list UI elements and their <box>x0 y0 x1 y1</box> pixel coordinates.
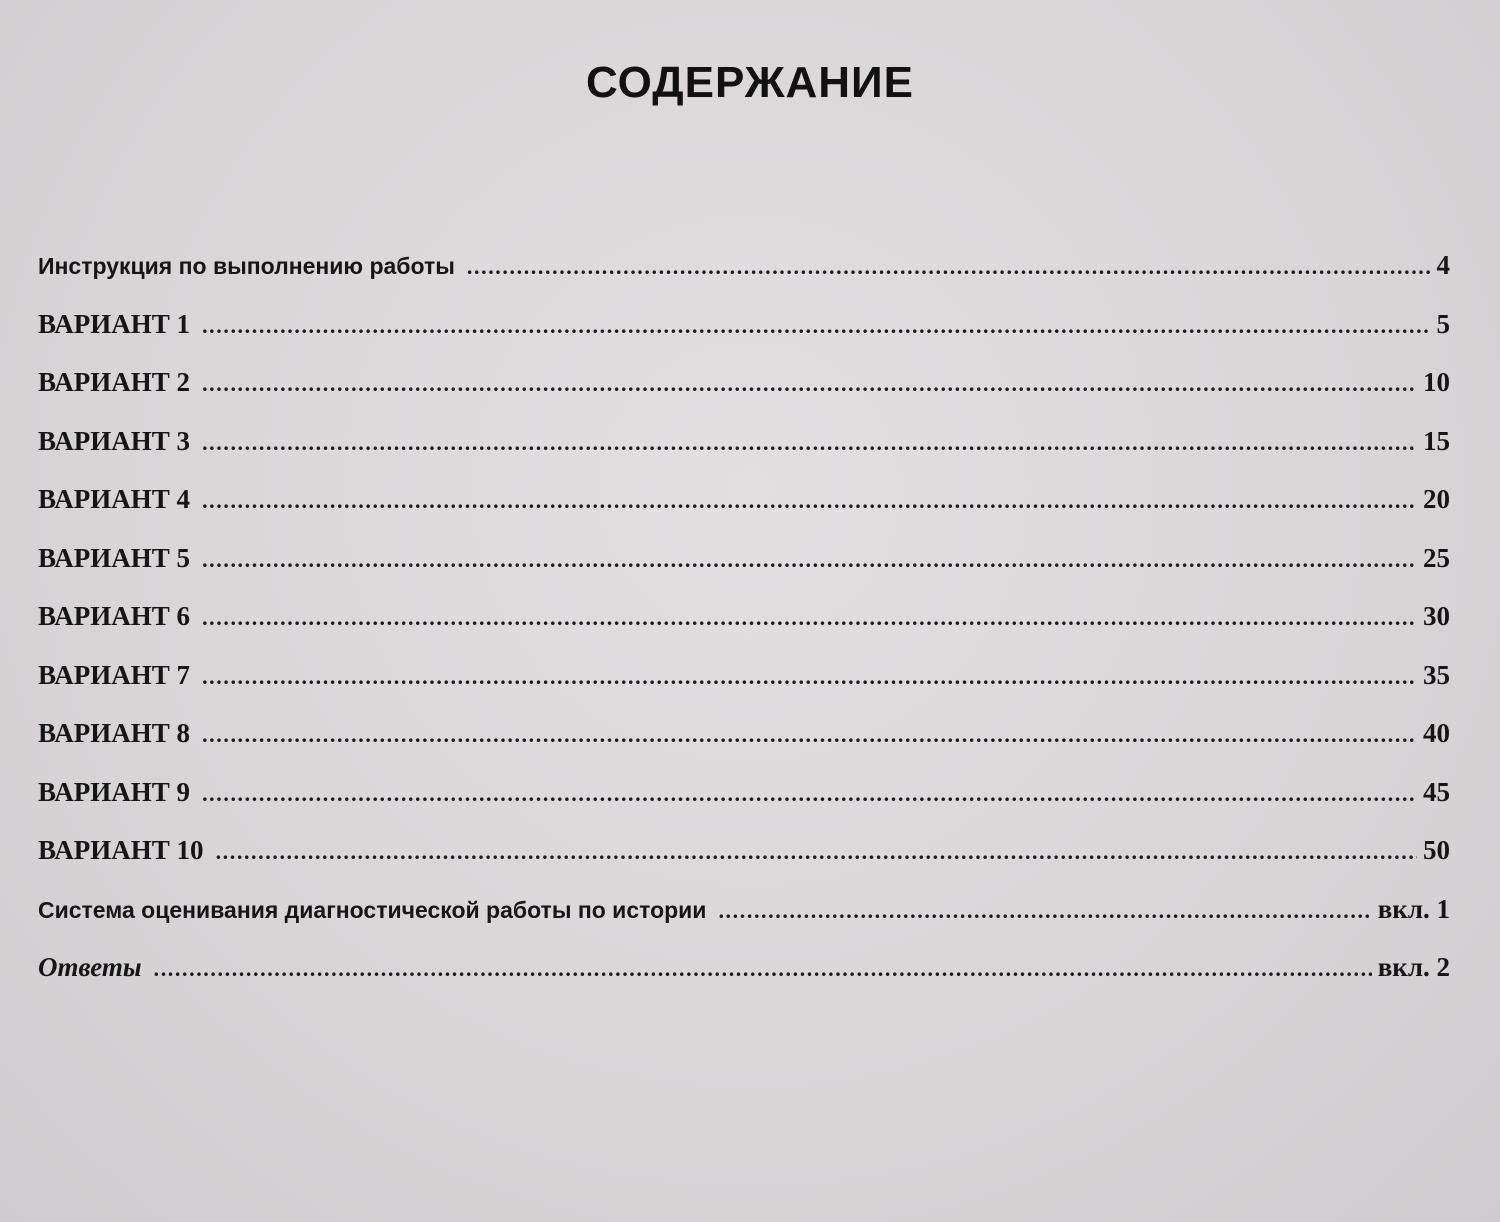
toc-entry-page: 30 <box>1423 601 1450 631</box>
dot-leader <box>216 823 1417 882</box>
toc-entry-variant-9[interactable] <box>38 763 1450 822</box>
dot-leader <box>202 414 1417 473</box>
dot-leader <box>154 940 1372 999</box>
toc-entry-variant-1[interactable] <box>38 295 1450 354</box>
toc-entry-label: ВАРИАНТ 4 <box>38 484 191 514</box>
toc-entry-page: 40 <box>1423 718 1450 748</box>
toc-entry-page: 20 <box>1423 484 1450 514</box>
toc-entry-page: 5 <box>1436 308 1450 339</box>
dot-leader <box>718 882 1371 941</box>
toc-entry-variant-10[interactable] <box>38 821 1450 880</box>
toc-entry-page: 10 <box>1423 367 1450 397</box>
page-title: СОДЕРЖАНИЕ <box>585 58 915 107</box>
toc-entry-variant-5[interactable] <box>38 529 1450 588</box>
toc-entry-label: ВАРИАНТ 6 <box>38 601 191 631</box>
dot-leader <box>467 238 1431 297</box>
dot-leader <box>202 765 1417 824</box>
dot-leader <box>202 589 1417 648</box>
toc-entry-variant-3[interactable] <box>38 412 1450 471</box>
toc-entry-variant-6[interactable] <box>38 587 1450 646</box>
toc-entry-label: ВАРИАНТ 1 <box>38 308 191 339</box>
toc-entry-label: ВАРИАНТ 7 <box>38 659 191 690</box>
toc-entry-page: 50 <box>1423 835 1450 865</box>
toc-entry-grading-system[interactable] <box>38 880 1450 939</box>
toc-entry-page: 15 <box>1423 425 1450 456</box>
toc-entry-label: Ответы <box>38 952 142 982</box>
toc-entry-page: 45 <box>1423 776 1450 807</box>
toc-entry-label: Система оценивания диагностической работы по истории <box>38 896 707 923</box>
toc-entry-label: ВАРИАНТ 8 <box>38 718 191 748</box>
toc-entry-label: ВАРИАНТ 10 <box>38 835 204 865</box>
toc-entry-variant-8[interactable] <box>38 704 1450 763</box>
toc-entry-instructions[interactable] <box>38 236 1450 295</box>
toc-entry-answers[interactable] <box>38 938 1450 997</box>
toc-entry-label: ВАРИАНТ 2 <box>38 367 191 397</box>
toc-list <box>38 236 1450 997</box>
dot-leader <box>202 531 1417 590</box>
toc-entry-variant-4[interactable] <box>38 470 1450 529</box>
toc-entry-label: ВАРИАНТ 5 <box>38 542 191 573</box>
toc-entry-page: 35 <box>1423 659 1450 690</box>
dot-leader <box>202 355 1417 414</box>
toc-entry-label: Инструкция по выполнению работы <box>38 253 455 279</box>
toc-entry-variant-7[interactable] <box>38 646 1450 705</box>
dot-leader <box>202 472 1417 531</box>
toc-entry-label: ВАРИАНТ 9 <box>38 776 191 807</box>
toc-entry-page: 4 <box>1436 250 1450 280</box>
toc-entry-page: вкл. 1 <box>1377 893 1450 924</box>
dot-leader <box>202 648 1417 707</box>
toc-entry-page: 25 <box>1423 542 1450 573</box>
toc-entry-page: вкл. 2 <box>1377 952 1450 982</box>
dot-leader <box>202 706 1417 765</box>
toc-entry-label: ВАРИАНТ 3 <box>38 425 191 456</box>
dot-leader <box>202 297 1430 356</box>
toc-entry-variant-2[interactable] <box>38 353 1450 412</box>
